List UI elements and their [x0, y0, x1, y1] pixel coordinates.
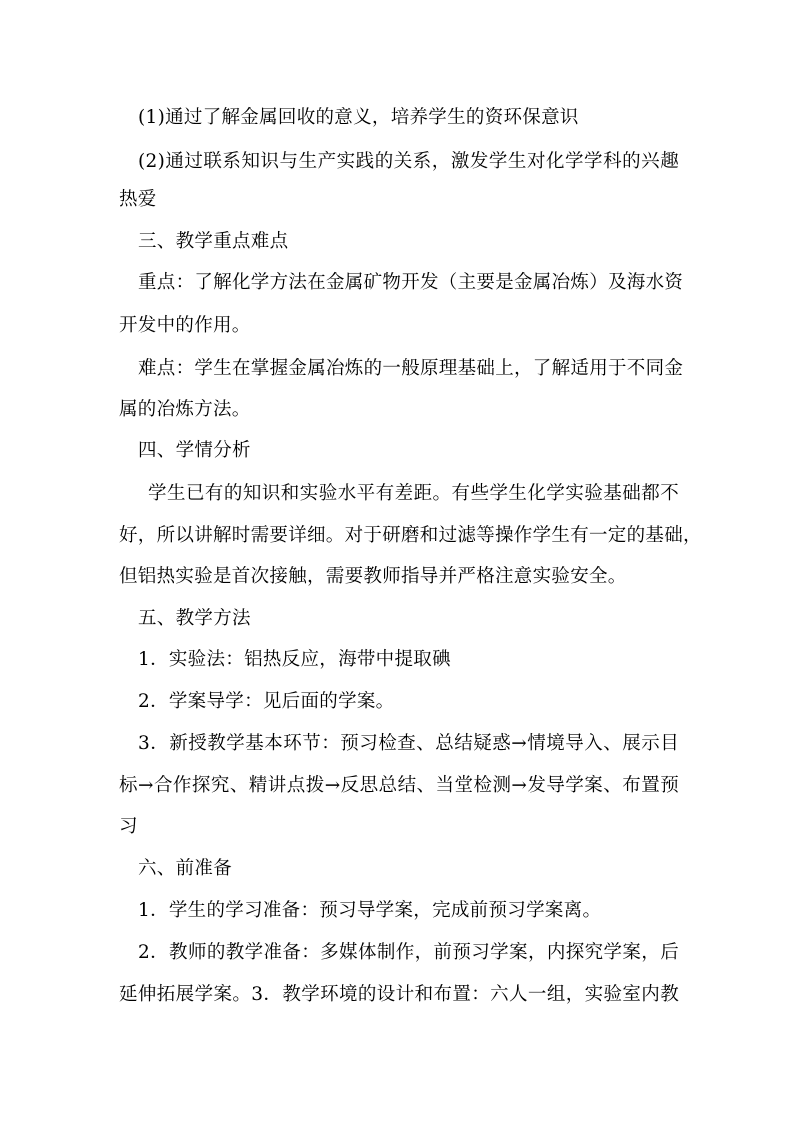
prep-2-line-2: 延伸拓展学案。3．教学环境的设计和布置：六人一组，实验室内教: [119, 984, 679, 1005]
section-3-title: 三、教学重点难点: [138, 231, 289, 252]
section-4-title: 四、学情分析: [138, 440, 251, 461]
section-6-title: 六、前准备: [138, 858, 233, 879]
key-point-line-2: 开发中的作用。: [119, 315, 251, 336]
goal-2-line-1: (2)通过联系知识与生产实践的关系，激发学生对化学学科的兴趣: [138, 151, 679, 172]
analysis-line-3: 但铝热实验是首次接触，需要教师指导并严格注意实验安全。: [119, 566, 627, 587]
method-3-line-1: 3．新授教学基本环节：预习检查、总结疑惑→情境导入、展示目: [138, 733, 679, 754]
key-point-line-1: 重点：了解化学方法在金属矿物开发（主要是金属冶炼）及海水资: [138, 272, 684, 293]
method-1: 1．实验法：铝热反应，海带中提取碘: [138, 649, 451, 670]
prep-2-line-1: 2．教师的教学准备：多媒体制作，前预习学案，内探究学案，后: [138, 942, 679, 963]
section-5-title: 五、教学方法: [138, 608, 251, 629]
goal-2-line-2: 热爱: [119, 189, 157, 210]
method-3-line-2: 标→合作探究、精讲点拨→反思总结、当堂检测→发导学案、布置预: [119, 775, 679, 796]
analysis-line-2: 好，所以讲解时需要详细。对于研磨和过滤等操作学生有一定的基础，: [119, 525, 702, 546]
difficulty-line-2: 属的冶炼方法。: [119, 399, 251, 420]
method-2: 2．学案导学：见后面的学案。: [138, 691, 395, 712]
analysis-line-1: 学生已有的知识和实验水平有差距。有些学生化学实验基础都不: [148, 483, 679, 504]
difficulty-line-1: 难点：学生在掌握金属冶炼的一般原理基础上，了解适用于不同金: [138, 358, 684, 379]
goal-1: (1)通过了解金属回收的意义，培养学生的资环保意识: [138, 107, 579, 128]
method-3-line-3: 习: [119, 816, 138, 837]
prep-1: 1．学生的学习准备：预习导学案，完成前预习学案离。: [138, 900, 602, 921]
